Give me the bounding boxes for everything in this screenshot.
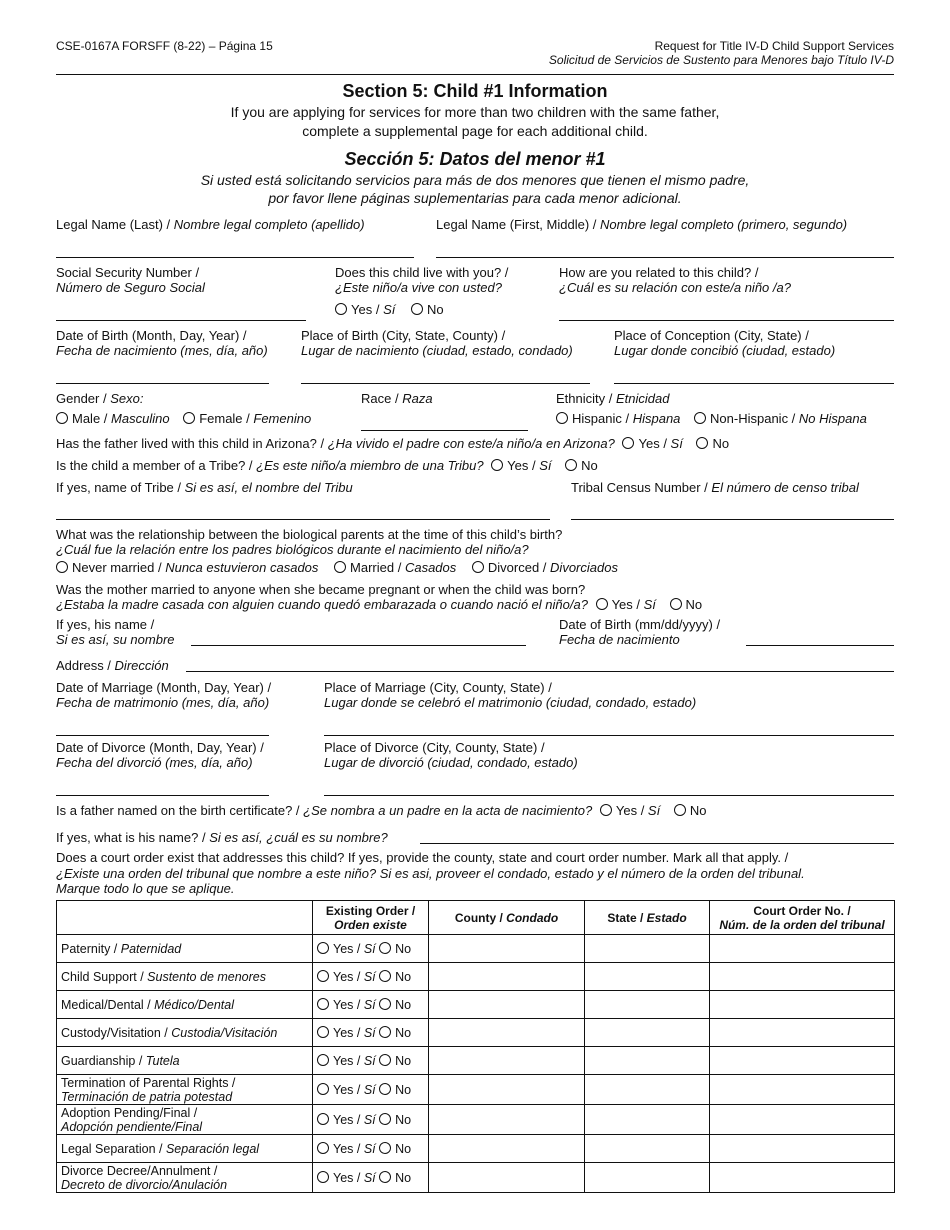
dom-label-es: Fecha de matrimonio (mes, día, año) [56,695,270,710]
county-cell[interactable] [429,1135,585,1163]
section-title-en: Section 5: Child #1 Information [342,81,608,101]
table-row [57,1135,895,1163]
radio-icon[interactable] [696,437,708,449]
tribe-name-field[interactable] [56,519,550,520]
ssn-label-en: Social Security Number / [56,265,200,280]
related-label-en: How are you related to this child? / [559,265,759,280]
radio-icon[interactable] [317,1083,329,1095]
existing-order-cell [313,1019,429,1047]
pob-label-es: Lugar de nacimiento (ciudad, estado, condado) [301,343,573,358]
ethnicity-label: Ethnicity / Etnicidad [556,391,670,406]
podiv-label-es: Lugar de divorció (ciudad, condado, estado) [324,755,578,770]
county-cell[interactable] [429,1105,585,1135]
radio-icon[interactable] [317,942,329,954]
dodiv-label-es: Fecha del divorció (mes, día, año) [56,755,253,770]
ethnicity-hispanic-option[interactable]: Hispanic / Hispana [556,411,680,426]
table-header-row [57,901,895,935]
form-title-es: Solicitud de Servicios de Sustento para Menores bajo Título IV-D [548,53,894,67]
county-cell[interactable] [429,935,585,963]
radio-icon[interactable] [565,459,577,471]
section-intro-es-1: Si usted está solicitando servicios para más de dos menores que tienen el mismo padre, [200,172,750,188]
radio-icon[interactable] [491,459,503,471]
row-label: Termination of Parental Rights / Terminación de patria potestad [57,1075,313,1105]
dob-label-es: Fecha de nacimiento (mes, día, año) [56,343,268,358]
row-label: Guardianship / Tutela [57,1047,313,1075]
county-cell[interactable] [429,1075,585,1105]
radio-icon[interactable] [335,303,347,315]
order-yes-option[interactable]: Yes / Sí [317,1026,376,1040]
order-yes-option[interactable]: Yes / Sí [317,970,376,984]
radio-icon[interactable] [472,561,484,573]
radio-icon[interactable] [556,412,568,424]
relationship-options [56,560,618,575]
table-row [57,1163,895,1193]
radio-icon[interactable] [674,804,686,816]
state-cell[interactable] [585,1163,710,1193]
court-order-no-cell[interactable] [710,1075,895,1105]
row-label: Divorce Decree/Annulment / Decreto de divorcio/Anulación [57,1163,313,1193]
table-row [57,1075,895,1105]
radio-icon[interactable] [600,804,612,816]
ethnicity-options [556,411,867,426]
father-name-field[interactable] [420,843,894,844]
lives-options [335,302,444,317]
father-cert-no-option[interactable]: No [674,803,707,818]
father-az-row: Has the father lived with this child in Arizona? / ¿Ha vivido el padre con este/a niño/a en Arizona? Yes / Sí No [56,436,730,451]
gender-male-option[interactable]: Male / Masculino [56,411,170,426]
table-row [57,1047,895,1075]
podiv-field[interactable] [324,795,894,796]
radio-icon[interactable] [317,998,329,1010]
radio-icon[interactable] [317,1113,329,1125]
divorced-option[interactable]: Divorced / Divorciados [472,560,618,575]
radio-icon[interactable] [694,412,706,424]
court-order-no-cell[interactable] [710,935,895,963]
lives-label-es: ¿Este niño/a vive con usted? [335,280,502,295]
pob-field[interactable] [301,383,590,384]
dodiv-field[interactable] [56,795,269,796]
section-intro-es-2: por favor llene páginas suplementarias para cada menor adicional. [268,190,682,206]
radio-icon[interactable] [379,1054,391,1066]
relationship-label-es: ¿Cuál fue la relación entre los padres biológicos durante el nacimiento del niño/a? [56,542,529,557]
lives-no-option[interactable]: No [411,302,444,317]
header-county: County / Condado [429,901,585,935]
radio-icon[interactable] [379,970,391,982]
mother-married-row: ¿Estaba la madre casada con alguien cuando quedó embarazada o cuando nació el niño/a? Yes / Sí No [56,597,703,612]
radio-icon[interactable] [596,598,608,610]
father-az-yes-option[interactable]: Yes / Sí [622,436,682,451]
court-order-table [56,900,895,1193]
radio-icon[interactable] [56,561,68,573]
pob-label-en: Place of Birth (City, State, County) / [301,328,506,343]
his-dob-label-es: Fecha de nacimiento [559,632,680,647]
radio-icon[interactable] [317,1171,329,1183]
pom-label-en: Place of Marriage (City, County, State) / [324,680,552,695]
tribe-name-label: If yes, name of Tribe / Si es así, el nombre del Tribu [56,480,353,495]
his-name-field[interactable] [191,645,526,646]
form-id: CSE-0167A FORSFF (8-22) – Página 15 [56,39,273,53]
court-order-no-cell[interactable] [710,1047,895,1075]
radio-icon[interactable] [183,412,195,424]
radio-icon[interactable] [379,998,391,1010]
legal-last-label: Legal Name (Last) / Nombre legal completo (apellido) [56,217,365,232]
tribe-yes-option[interactable]: Yes / Sí [491,458,551,473]
address-label: Address / Dirección [56,658,169,673]
table-row [57,1019,895,1047]
court-order-no-cell[interactable] [710,991,895,1019]
order-yes-option[interactable]: Yes / Sí [317,1054,376,1068]
existing-order-cell [313,1135,429,1163]
gender-options [56,411,311,426]
gender-female-option[interactable]: Female / Femenino [183,411,311,426]
order-no-option[interactable]: No [379,1142,411,1156]
dob-field[interactable] [56,383,269,384]
order-no-option[interactable]: No [379,1026,411,1040]
relationship-label-en: What was the relationship between the biological parents at the time of this child’s birth? [56,527,563,542]
radio-icon[interactable] [317,1026,329,1038]
header-rule [56,74,894,75]
order-yes-option[interactable]: Yes / Sí [317,1142,376,1156]
header-state: State / Estado [585,901,710,935]
dom-label-en: Date of Marriage (Month, Day, Year) / [56,680,272,695]
state-cell[interactable] [585,963,710,991]
father-cert-row: Is a father named on the birth certificate? / ¿Se nombra a un padre en la acta de nacimiento? Yes / Sí No [56,803,707,818]
ssn-label-es: Número de Seguro Social [56,280,205,295]
dom-field[interactable] [56,735,269,736]
order-yes-option[interactable]: Yes / Sí [317,1083,376,1097]
state-cell[interactable] [585,1135,710,1163]
existing-order-cell [313,963,429,991]
row-label: Legal Separation / Separación legal [57,1135,313,1163]
mother-married-yes-option[interactable]: Yes / Sí [596,597,656,612]
existing-order-cell [313,1163,429,1193]
married-option[interactable]: Married / Casados [334,560,456,575]
ssn-field[interactable] [56,320,306,321]
legal-first-field[interactable] [436,257,894,258]
order-yes-option[interactable]: Yes / Sí [317,998,376,1012]
state-cell[interactable] [585,991,710,1019]
court-order-no-cell[interactable] [710,1163,895,1193]
podiv-label-en: Place of Divorce (City, County, State) / [324,740,545,755]
section-title-es: Sección 5: Datos del menor #1 [344,149,606,169]
radio-icon[interactable] [317,970,329,982]
state-cell[interactable] [585,1075,710,1105]
county-cell[interactable] [429,1019,585,1047]
mother-married-no-option[interactable]: No [670,597,703,612]
radio-icon[interactable] [379,1083,391,1095]
poc-label-es: Lugar donde concibió (ciudad, estado) [614,343,836,358]
existing-order-cell [313,935,429,963]
radio-icon[interactable] [379,942,391,954]
existing-order-cell [313,1105,429,1135]
court-order-no-cell[interactable] [710,963,895,991]
radio-icon[interactable] [379,1142,391,1154]
radio-icon[interactable] [334,561,346,573]
header-existing-order: Existing Order / Orden existe [313,901,429,935]
address-field[interactable] [186,671,894,672]
order-yes-option[interactable]: Yes / Sí [317,1113,376,1127]
radio-icon[interactable] [379,1026,391,1038]
state-cell[interactable] [585,1047,710,1075]
county-cell[interactable] [429,1047,585,1075]
county-cell[interactable] [429,991,585,1019]
tribe-no-option[interactable]: No [565,458,598,473]
pom-field[interactable] [324,735,894,736]
order-no-option[interactable]: No [379,1171,411,1185]
table-row [57,963,895,991]
pom-label-es: Lugar donde se celebró el matrimonio (ciudad, condado, estado) [324,695,697,710]
table-row [57,1105,895,1135]
order-no-option[interactable]: No [379,942,411,956]
his-name-label-es: Si es así, su nombre [56,632,175,647]
row-label: Custody/Visitation / Custodia/Visitación [57,1019,313,1047]
county-cell[interactable] [429,963,585,991]
state-cell[interactable] [585,935,710,963]
dob-label-en: Date of Birth (Month, Day, Year) / [56,328,247,343]
table-row [57,935,895,963]
order-no-option[interactable]: No [379,1054,411,1068]
radio-icon[interactable] [379,1113,391,1125]
radio-icon[interactable] [56,412,68,424]
tribal-census-label: Tribal Census Number / El número de censo tribal [571,480,859,495]
radio-icon[interactable] [317,1054,329,1066]
tribe-member-row: Is the child a member of a Tribe? / ¿Es este niño/a miembro de una Tribu? Yes / Sí No [56,458,598,473]
section-intro-en-1: If you are applying for services for more than two children with the same father, [230,104,720,120]
radio-icon[interactable] [317,1142,329,1154]
lives-label-en: Does this child live with you? / [335,265,509,280]
tribal-census-field[interactable] [571,519,894,520]
court-order-no-cell[interactable] [710,1135,895,1163]
radio-icon[interactable] [379,1171,391,1183]
lives-yes-option[interactable]: Yes / Sí [335,302,395,317]
row-label: Medical/Dental / Médico/Dental [57,991,313,1019]
existing-order-cell [313,1075,429,1105]
radio-icon[interactable] [670,598,682,610]
father-name-label: If yes, what is his name? / Si es así, ¿cuál es su nombre? [56,830,388,845]
order-no-option[interactable]: No [379,998,411,1012]
row-label: Paternity / Paternidad [57,935,313,963]
order-no-option[interactable]: No [379,1113,411,1127]
state-cell[interactable] [585,1019,710,1047]
court-question-es-2: Marque todo lo que se aplique. [56,881,235,896]
mother-married-label-en: Was the mother married to anyone when she became pregnant or when the child was born? [56,582,586,597]
court-order-no-cell[interactable] [710,1019,895,1047]
header-court-order-no: Court Order No. / Núm. de la orden del tribunal [710,901,895,935]
existing-order-cell [313,1047,429,1075]
ethnicity-nonhispanic-option[interactable]: Non-Hispanic / No Hispana [694,411,867,426]
father-cert-yes-option[interactable]: Yes / Sí [600,803,660,818]
radio-icon[interactable] [622,437,634,449]
section-intro-en-2: complete a supplemental page for each additional child. [302,123,648,139]
race-field[interactable] [361,430,528,431]
race-label: Race / Raza [361,391,433,406]
row-label: Child Support / Sustento de menores [57,963,313,991]
dodiv-label-en: Date of Divorce (Month, Day, Year) / [56,740,264,755]
state-cell[interactable] [585,1105,710,1135]
legal-first-label: Legal Name (First, Middle) / Nombre legal completo (primero, segundo) [436,217,848,232]
county-cell[interactable] [429,1163,585,1193]
header-cell-blank [57,901,313,935]
order-no-option[interactable]: No [379,970,411,984]
poc-label-en: Place of Conception (City, State) / [614,328,809,343]
poc-field[interactable] [614,383,894,384]
never-married-option[interactable]: Never married / Nunca estuvieron casados [56,560,318,575]
court-question-en: Does a court order exist that addresses this child? If yes, provide the county, state and court order number. Mark all that apply. / [56,850,789,865]
table-row [57,991,895,1019]
gender-label: Gender / Sexo: [56,391,144,406]
court-question-es-1: ¿Existe una orden del tribunal que nombre a este niño? Si es asi, proveer el condado, estado y el número de la orden del tribunal. [56,866,805,881]
existing-order-cell [313,991,429,1019]
his-name-label-en: If yes, his name / [56,617,155,632]
father-az-no-option[interactable]: No [696,436,729,451]
his-dob-field[interactable] [746,645,894,646]
related-field[interactable] [559,320,894,321]
his-dob-label-en: Date of Birth (mm/dd/yyyy) / [559,617,721,632]
radio-icon[interactable] [411,303,423,315]
form-title-en: Request for Title IV-D Child Support Services [654,39,894,53]
row-label: Adoption Pending/Final / Adopción pendiente/Final [57,1105,313,1135]
legal-last-field[interactable] [56,257,414,258]
order-no-option[interactable]: No [379,1083,411,1097]
related-label-es: ¿Cuál es su relación con este/a niño /a? [559,280,791,295]
order-yes-option[interactable]: Yes / Sí [317,942,376,956]
order-yes-option[interactable]: Yes / Sí [317,1171,376,1185]
court-order-no-cell[interactable] [710,1105,895,1135]
